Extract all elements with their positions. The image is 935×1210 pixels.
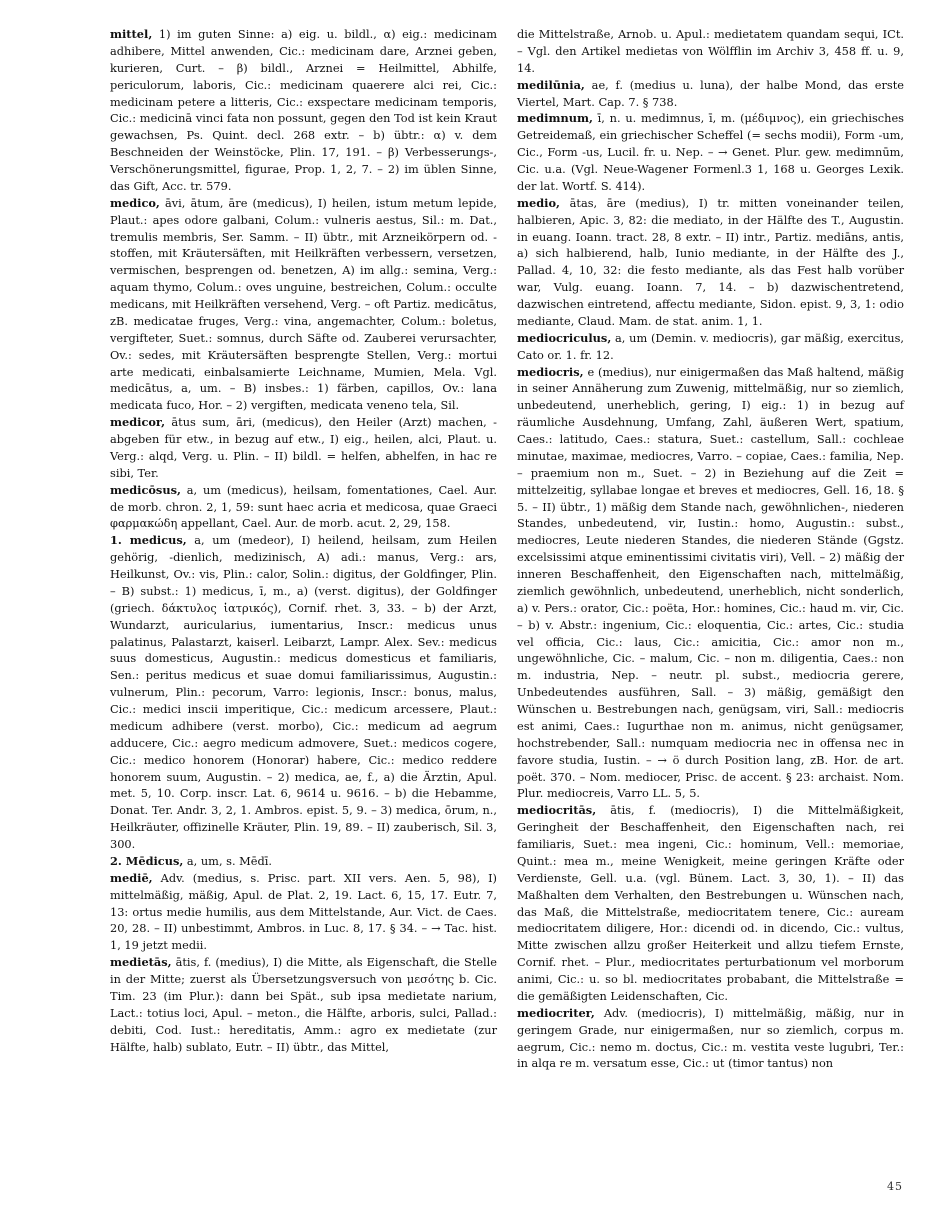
entry-headword: 2. Mēdicus,: [110, 853, 184, 868]
entry-headword: mediē,: [110, 870, 153, 885]
entry-body: ae, f. (medius u. luna), der halbe Mond, das erste Viertel, Mart. Cap. 7. § 738.: [517, 77, 904, 109]
dictionary-entry: [110, 414, 497, 482]
entry-body: ī, n. u. medimnus, ī, m. (μέδιμνος), ein griechisches Getreidemaß, ein griechischer Scheffel (= sechs modii), Form -um, Cic., Form -us, Lucil. fr. u. Nep. – → Genet. Plur. gew. medimnūm, Cic. u.a. (Vgl. Neue-Wagener Formenl.3 1, 168 u. Georges Lexik. der lat. Wortf. S. 414).: [517, 111, 904, 193]
entry-body: 1) im guten Sinne: a) eig. u. bildl., α) eig.: medicinam adhibere, Mittel anwenden, Cic.: medicinam dare, Arznei geben, kurieren, Curt. – β) bildl., Arznei = Heilmittel, Abhilfe, periculorum, laboris, Cic.: medicinam quaerere alci rei, Cic.: medicinam petere a litteris, Cic.: exspectare medicinam temporis, Cic.: medicinā vinci fata non possunt, gegen den Tod ist kein Kraut gewachsen, Ps. Quint. decl. 268 extr. – b) übtr.: α) v. dem Beschneiden der Weinstöcke, Plin. 17, 191. – β) Verbesserungs-, Verschönerungsmittel, figurae, Prop. 1, 2, 7. – 2) im üblen Sinne, das Gift, Acc. tr. 579.: [110, 27, 497, 193]
dictionary-entry: [110, 954, 497, 1055]
entry-headword: medietās,: [110, 955, 172, 970]
entry-headword: medimnum,: [517, 111, 593, 126]
left-column: [110, 26, 497, 1055]
entry-body: Adv. (mediocris), I) mittelmäßig, mäßig, nur in geringem Grade, nur einigermaßen, nur so ziemlich, corpus m. aegrum, Cic.: nemo m. doctus, Cic.: m. vestita veste lugubri, Ter.: in alqa re m. versatum esse, Cic.: ut (timor tantus) non: [517, 1005, 904, 1071]
dictionary-entry: [517, 110, 904, 194]
entry-body: ātas, āre (medius), I) tr. mitten voneinander teilen, halbieren, Apic. 3, 82: die mediato, in der Hälfte des T., Augustin. in euang. Ioann. tract. 28, 8 extr. – II) intr., Partiz. mediāns, antis, a) sich halbierend, halb, Iunio mediante, in der Hälfte des J., Pallad. 4, 10, 32: die festo mediante, als das Fest halb vorüber war, Vulg. euang. Ioann. 7, 14. – b) dazwischentretend, dazwischen eintretend, affectu mediante, Sidon. epist. 9, 3, 1: odio mediante, Claud. Mam. de stat. anim. 1, 1.: [517, 195, 904, 328]
entry-body: ātis, f. (mediocris), I) die Mittelmäßigkeit, Geringheit der Beschaffenheit, den Eigenschaften nach, rei familiaris, Suet.: mea ingeni, Cic.: hominum, Vell.: memoriae, Quint.: mea m., meine Wenigkeit, meine geringen Kräfte oder Verdienste, Gell. u.a. (vgl. Bünem. Lact. 3, 30, 1). – II) das Maßhalten dem Verhalten, den Bestrebungen u. Wünschen nach, das Maß, die Mittelstraße, mediocritatem tenere, Cic.: auream mediocritatem diligere, Hor.: dicendi od. in dicendo, Cic.: vultus, Mitte zwischen allzu großer Heiterkeit und allzu tiefem Ernste, Cornif. rhet. – Plur., mediocritates perturbationum vel morborum animi, Cic.: u. so bl. mediocritates probabant, die Mittelstraße = die gemäßigten Leidenschaften, Cic.: [517, 803, 904, 1003]
entry-body: Adv. (medius, s. Prisc. part. XII vers. Aen. 5, 98), I) mittelmäßig, mäßig, Apul. de Plat. 2, 19. Lact. 6, 15, 17. Eutr. 7, 13: ortus medie humilis, aus dem Mittelstande, Aur. Vict. de Caes. 20, 28. – II) unbestimmt, Ambros. in Luc. 8, 17. § 34. – → Tac. hist. 1, 19 jetzt medii.: [110, 870, 497, 953]
entry-headword: medicor,: [110, 415, 166, 430]
entry-headword: mediocritās,: [517, 803, 597, 818]
entry-headword: medicōsus,: [110, 482, 181, 497]
entry-headword: medico,: [110, 195, 160, 210]
entry-headword: medio,: [517, 195, 560, 210]
dictionary-entry: [110, 26, 497, 195]
entry-headword: mediocriculus,: [517, 330, 612, 345]
page-number: 45: [887, 1180, 903, 1193]
dictionary-entry: [110, 482, 497, 533]
dictionary-entry: [517, 802, 904, 1005]
dictionary-entry: [517, 364, 904, 803]
entry-headword: mittel,: [110, 27, 153, 41]
entry-headword: 1. medicus,: [110, 533, 187, 548]
entry-body: a, um (medicus), heilsam, fomentationes, Cael. Aur. de morb. chron. 2, 1, 59: sunt haec acria et medicosa, quae Graeci φαρμακώδη appellant, Cael. Aur. de morb. acut. 2, 29, 158.: [110, 482, 497, 531]
dictionary-entry: [517, 26, 904, 77]
entry-body: a, um (Demin. v. mediocris), gar mäßig, exercitus, Cato or. 1. fr. 12.: [517, 330, 904, 362]
entry-headword: mediocriter,: [517, 1005, 595, 1020]
entry-body: āvi, ātum, āre (medicus), I) heilen, istum metum lepide, Plaut.: apes odore galbani, Colum.: vulneris aestus, Sil.: m. Dat., tremulis membris, Ser. Samm. – II) übtr., mit Arzneikörpern od. -stoffen, mit Kräutersäften, mit Heilkräften verbessern, versetzen, vermischen, besprengen od. benetzen, A) im allg.: semina, Verg.: aquam thymo, Colum.: oves unguine, bestreichen, Colum.: occulte medicans, mit Heilkräften versehend, Verg. – oft Partiz. medicātus, zB. medicatae fruges, Verg.: vina, angemachter, Colum.: boletus, vergifteter, Suet.: somnus, durch Säfte od. Zauberei verursachter, Ov.: sedes, mit Kräutersäften besprengte Stellen, Verg.: mortui arte medicati, einbalsamierte Leichname, Mumien, Mela. Vgl. medicātus, a, um. – B) insbes.: 1) färben, capillos, Ov.: lana medicata fuco, Hor. – 2) vergiften, medicata veneno tela, Sil.: [110, 195, 497, 413]
entry-body: ātus sum, āri, (medicus), den Heiler (Arzt) machen, -abgeben für etw., in bezug auf etw., I) eig., heilen, alci, Plaut. u. Verg.: alqd, Verg. u. Plin. – II) bildl. = helfen, abhelfen, in hac re sibi, Ter.: [110, 415, 497, 480]
entry-body: e (medius), nur einigermaßen das Maß haltend, mäßig in seiner Annäherung zum Zuwenig, mittelmäßig, nur so ziemlich, unbedeutend, unerheblich, gering, I) eig.: 1) in bezug auf räumliche Ausdehnung, Umfang, Zahl, äußeren Wert, spatium, Caes.: latitudo, Caes.: statura, Suet.: castellum, Sall.: cochleae minutae, maximae, mediocres, Varro. – copiae, Caes.: familia, Nep. – praemium non m., Suet. – 2) in Beziehung auf die Zeit = mittelzeitig, syllabae longae et breves et mediocres, Gell. 16, 18. § 5. – II) übtr., 1) mäßig dem Stande nach, gewöhnlichen-, niederen Standes, unbedeutend, vir, Iustin.: homo, Augustin.: subst., mediocres, Leute niederen Standes, die niederen Stände (Ggstz. excelsissimi atque eminentissimi civitatis viri), Vell. – 2) mäßig der inneren Beschaffenheit, den Eigenschaften nach, mittelmäßig, ziemlich gewöhnlich, unbedeutend, unerheblich, nicht sonderlich, a) v. Pers.: orator, Cic.: poëta, Hor.: homines, Cic.: haud m. vir, Cic. – b) v. Abstr.: ingenium, Cic.: eloquentia, Cic.: artes, Cic.: studia vel officia, Cic.: laus, Cic.: amicitia, Cic.: amor non m., ungewöhnliche, Cic. – malum, Cic. – non m. diligentia, Caes.: non m. industria, Nep. – neutr. pl. subst., mediocria gerere, Unbedeutendes ausführen, Sall. – 3) mäßig, gemäßigt den Wünschen u. Bestrebungen nach, genügsam, viri, Sall.: mediocris est animi, Caes.: Iugurthae non m. animus, nicht genügsamer, hochstrebender, Sall.: numquam mediocria nec in offensa nec in favore studia, Iustin. – → ö durch Position lang, zB. Hor. de art. poët. 370. – Nom. mediocer, Prisc. de accent. § 23: archaist. Nom. Plur. mediocreis, Varro LL. 5, 5.: [517, 364, 904, 801]
entry-body: ātis, f. (medius), I) die Mitte, als Eigenschaft, die Stelle in der Mitte; zuerst als Übersetzungsversuch von μεσότης b. Cic. Tim. 23 (im Plur.): dann bei Spät., sub ipsa medietate narium, Lact.: totius loci, Apul. – meton., die Hälfte, arboris, sulci, Pallad.: debiti, Cod. Iust.: hereditatis, Amm.: agro ex medietate (zur Hälfte, halb) sublato, Eutr. – II) übtr., das Mittel,: [110, 955, 497, 1054]
dictionary-entry: [110, 532, 497, 853]
dictionary-entry: [517, 1005, 904, 1073]
dictionary-entry: [110, 195, 497, 414]
dictionary-entry: [517, 195, 904, 330]
entry-headword: medilūnia,: [517, 77, 585, 92]
dictionary-entry: [110, 853, 497, 870]
right-column: [517, 26, 904, 1072]
entry-headword: mediocris,: [517, 364, 584, 379]
entry-body: die Mittelstraße, Arnob. u. Apul.: medietatem quandam sequi, ICt. – Vgl. den Artikel medietas von Wölfflin im Archiv 3, 458 ff. u. 9, 14.: [517, 27, 904, 75]
entry-body: a, um, s. Mēdī.: [183, 853, 273, 868]
dictionary-entry: [517, 330, 904, 364]
entry-body: a, um (medeor), I) heilend, heilsam, zum Heilen gehörig, -dienlich, medizinisch, A) adi.: manus, Verg.: ars, Heilkunst, Ov.: vis, Plin.: calor, Solin.: digitus, der Goldfinger, Plin. – B) subst.: 1) medicus, ī, m., a) (verst. digitus), der Goldfinger (griech. δάκτυλος ἰατρικός), Cornif. rhet. 3, 33. – b) der Arzt, Wundarzt, auricularius, iumentarius, Inscr.: medicus unus palatinus, Palastarzt, kaiserl. Leibarzt, Lampr. Alex. Sev.: medicus suus domesticus, Augustin.: medicus domesticus et familiaris, Sen.: peritus medicus et suae domui familiarissimus, Augustin.: vulnerum, Plin.: pecorum, Varro: legionis, Inscr.: bonus, malus, Cic.: medici inscii imperitique, Cic.: medicum arcessere, Plaut.: medicum adhibere (verst. morbo), Cic.: medicum ad aegrum adducere, Cic.: aegro medicum admovere, Suet.: medicos cogere, Cic.: medico honorem (Honorar) habere, Cic.: medico reddere honorem suum, Augustin. – 2) medica, ae, f., a) die Ärztin, Apul. met. 5, 10. Corp. inscr. Lat. 6, 9614 u. 9616. – b) die Hebamme, Donat. Ter. Andr. 3, 2, 1. Ambros. epist. 5, 9. – 3) medica, ōrum, n., Heilkräuter, offizinelle Kräuter, Plin. 19, 89. – II) zauberisch, Sil. 3, 300.: [110, 533, 497, 851]
dictionary-entry: [110, 870, 497, 954]
dictionary-entry: [517, 77, 904, 111]
